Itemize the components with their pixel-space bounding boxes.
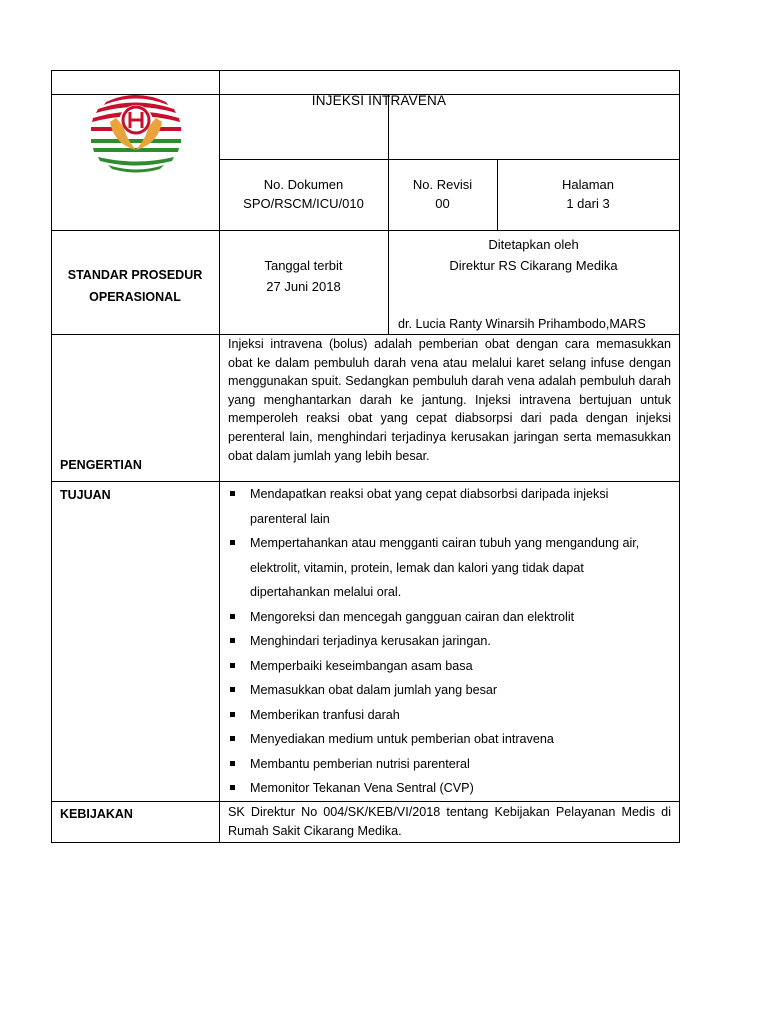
ditetapkan-block (388, 234, 679, 276)
halaman-value: 1 dari 3 (566, 196, 610, 211)
tanggal-block (219, 255, 388, 297)
kebijakan-text: SK Direktur No 004/SK/KEB/VI/2018 tentang Kebijakan Pelayanan Medis di Rumah Sakit Cikarang Medika. (228, 805, 671, 838)
tujuan-item-text: Memperbaiki keseimbangan asam basa (250, 658, 473, 673)
document-title: INJEKSI INTRAVENA (311, 93, 447, 108)
kebijakan-label: KEBIJAKAN (60, 807, 133, 821)
tujuan-item-text: dipertahankan melalui oral. (250, 585, 402, 599)
halaman-label: Halaman (561, 177, 615, 192)
tujuan-item-text: Mengoreksi dan mencegah gangguan cairan dan elektrolit (250, 609, 575, 624)
no-dokumen-label: No. Dokumen (263, 177, 344, 192)
tujuan-label: TUJUAN (60, 488, 111, 502)
no-revisi-value: 00 (435, 196, 450, 211)
bullet-icon (230, 761, 235, 766)
tujuan-item-text: Menyediakan medium untuk pemberian obat intravena (250, 732, 554, 746)
tujuan-list-container (224, 482, 676, 801)
bullet-icon (230, 712, 235, 717)
halaman-block (497, 177, 679, 212)
spo-line-1: STANDAR PROSEDUR (67, 268, 203, 282)
no-dokumen-block (219, 177, 388, 212)
ditetapkan-label: Ditetapkan oleh (488, 237, 579, 252)
tujuan-item-text: elektrolit, vitamin, protein, lemak dan kalori yang tidak dapat (250, 560, 584, 575)
row-divider (219, 159, 680, 160)
tujuan-item (224, 727, 676, 752)
bullet-icon (230, 736, 235, 741)
ditetapkan-role: Direktur RS Cikarang Medika (449, 258, 618, 273)
no-dokumen-value: SPO/RSCM/ICU/010 (243, 196, 364, 211)
tujuan-item (224, 654, 676, 679)
tujuan-item (224, 605, 676, 630)
tujuan-item-text: Menghindari terjadinya kerusakan jaringan. (250, 634, 491, 648)
table-border-top (51, 70, 680, 71)
pengertian-label: PENGERTIAN (60, 458, 142, 472)
tujuan-item-text: Mendapatkan reaksi obat yang cepat diabsorbsi daripada injeksi (250, 487, 609, 501)
bullet-icon (230, 785, 235, 790)
table-border-right (679, 70, 680, 842)
bullet-icon (230, 614, 235, 619)
tujuan-item-text: Mempertahankan atau mengganti cairan tubuh yang mengandung air, (250, 536, 640, 550)
row-divider (51, 230, 680, 231)
table-border-left (51, 70, 52, 842)
tujuan-item-text: Memonitor Tekanan Vena Sentral (CVP) (250, 781, 474, 795)
bullet-icon (230, 663, 235, 668)
tujuan-item-text: Memasukkan obat dalam jumlah yang besar (250, 683, 498, 697)
tujuan-item-text: parenteral lain (250, 511, 330, 526)
tujuan-item-text: Membantu pemberian nutrisi parenteral (250, 756, 470, 771)
bullet-icon (230, 491, 235, 496)
tujuan-item-text: Memberikan tranfusi darah (250, 707, 400, 722)
tanggal-value: 27 Juni 2018 (266, 279, 341, 294)
bullet-icon (230, 687, 235, 692)
spo-heading (51, 264, 219, 308)
tujuan-item (224, 531, 676, 605)
spo-line-2: OPERASIONAL (89, 290, 181, 304)
tujuan-item (224, 752, 676, 777)
no-revisi-block (388, 177, 497, 212)
table-border-bottom (51, 842, 680, 843)
tujuan-item (224, 482, 676, 531)
hospital-logo-icon (86, 92, 186, 176)
no-revisi-label: No. Revisi (412, 177, 473, 192)
ditetapkan-name: dr. Lucia Ranty Winarsih Prihambodo,MARS (398, 317, 646, 331)
bullet-icon (230, 638, 235, 643)
tujuan-item (224, 629, 676, 654)
tujuan-item (224, 776, 676, 801)
tujuan-item (224, 703, 676, 728)
bullet-icon (230, 540, 235, 545)
column-divider (388, 94, 389, 334)
pengertian-text: Injeksi intravena (bolus) adalah pemberian obat dengan cara memasukkan obat ke dalam pembuluh darah vena atau melalui karet selang infuse dengan menggunakan spuit. Sedangkan pembuluh darah vena adalah pembuluh darah yang menghantarkan darah ke jantung. Injeksi intravena bertujuan untuk memperoleh reaksi obat yang cepat diabsorpsi dari pada dengan injeksi perenteral lain, menghindari terjadinya kerusakan jaringan serta memasukkan obat dalam jumlah yang lebih besar. (228, 337, 671, 463)
tujuan-list (224, 482, 676, 801)
tanggal-label: Tanggal terbit (264, 258, 343, 273)
row-divider (51, 801, 680, 802)
tujuan-item (224, 678, 676, 703)
